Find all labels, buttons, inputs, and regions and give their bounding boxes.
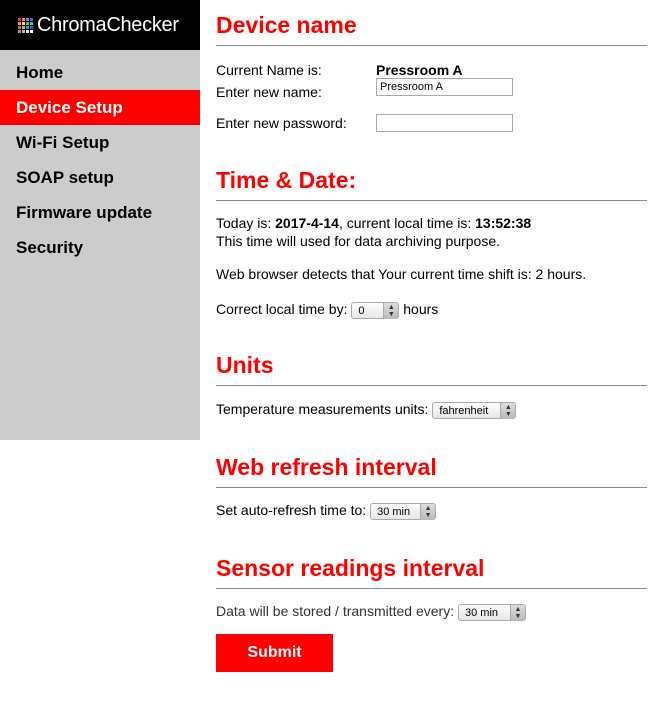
web-refresh-value: 30 min	[377, 505, 411, 518]
units-value: fahrenheit	[439, 404, 489, 417]
sensor-interval-row	[216, 603, 526, 621]
logo-text: ChromaChecker	[37, 13, 179, 36]
submit-button[interactable]: Submit	[216, 634, 333, 672]
hours-label: hours	[403, 301, 439, 317]
today-line	[216, 215, 531, 231]
web-refresh-heading: Web refresh interval	[216, 454, 647, 488]
new-name-label: Enter new name:	[216, 84, 322, 100]
chromachecker-logo[interactable]	[0, 0, 200, 50]
today-prefix: Today is:	[216, 215, 276, 231]
sidebar	[0, 0, 200, 440]
sensor-interval-heading: Sensor readings interval	[216, 555, 647, 589]
time-offset-select[interactable]	[351, 302, 399, 319]
web-refresh-select[interactable]	[370, 503, 436, 520]
time-prefix: , current local time is:	[338, 215, 476, 231]
units-row	[216, 401, 516, 419]
time-offset-value: 0	[358, 304, 365, 317]
web-refresh-label: Set auto-refresh time to:	[216, 502, 367, 518]
sidebar-nav	[0, 55, 200, 265]
sensor-interval-select[interactable]	[458, 604, 526, 621]
time-shift-text: Web browser detects that Your current time shift is: 2 hours.	[216, 266, 587, 282]
units-label: Temperature measurements units:	[216, 401, 429, 417]
current-name-value: Pressroom A	[376, 62, 463, 78]
stepper-icon: ▲ ▼	[383, 303, 398, 319]
sidebar-item-firmware-update[interactable]: Firmware update	[16, 203, 153, 222]
sidebar-item-wifi-setup[interactable]: Wi-Fi Setup	[16, 133, 110, 152]
correct-time-label: Correct local time by:	[216, 301, 348, 317]
correct-time-row	[216, 301, 438, 319]
new-password-input[interactable]	[376, 114, 513, 132]
sidebar-item-home[interactable]: Home	[16, 63, 64, 82]
logo-dots-icon	[18, 18, 33, 33]
sensor-interval-value: 30 min	[465, 606, 499, 619]
sidebar-item-soap-setup[interactable]: SOAP setup	[16, 168, 114, 187]
units-select[interactable]	[432, 402, 516, 419]
stepper-icon: ▲ ▼	[420, 504, 435, 520]
current-name-label: Current Name is:	[216, 62, 322, 78]
stepper-icon: ▲ ▼	[510, 605, 525, 621]
units-heading: Units	[216, 352, 647, 386]
archiving-note: This time will used for data archiving purpose.	[216, 233, 501, 249]
sidebar-item-device-setup[interactable]: Device Setup	[0, 90, 200, 125]
new-name-input[interactable]	[376, 78, 513, 96]
new-password-label: Enter new password:	[216, 115, 347, 131]
device-name-heading: Device name	[216, 12, 647, 46]
web-refresh-row	[216, 502, 436, 520]
sensor-interval-label: Data will be stored / transmitted every:	[216, 603, 455, 619]
sidebar-item-security[interactable]: Security	[16, 238, 84, 257]
stepper-icon: ▲ ▼	[500, 403, 515, 419]
current-time: 13:52:38	[475, 215, 532, 231]
time-date-heading: Time & Date:	[216, 167, 647, 201]
today-date: 2017-4-14	[275, 215, 339, 231]
